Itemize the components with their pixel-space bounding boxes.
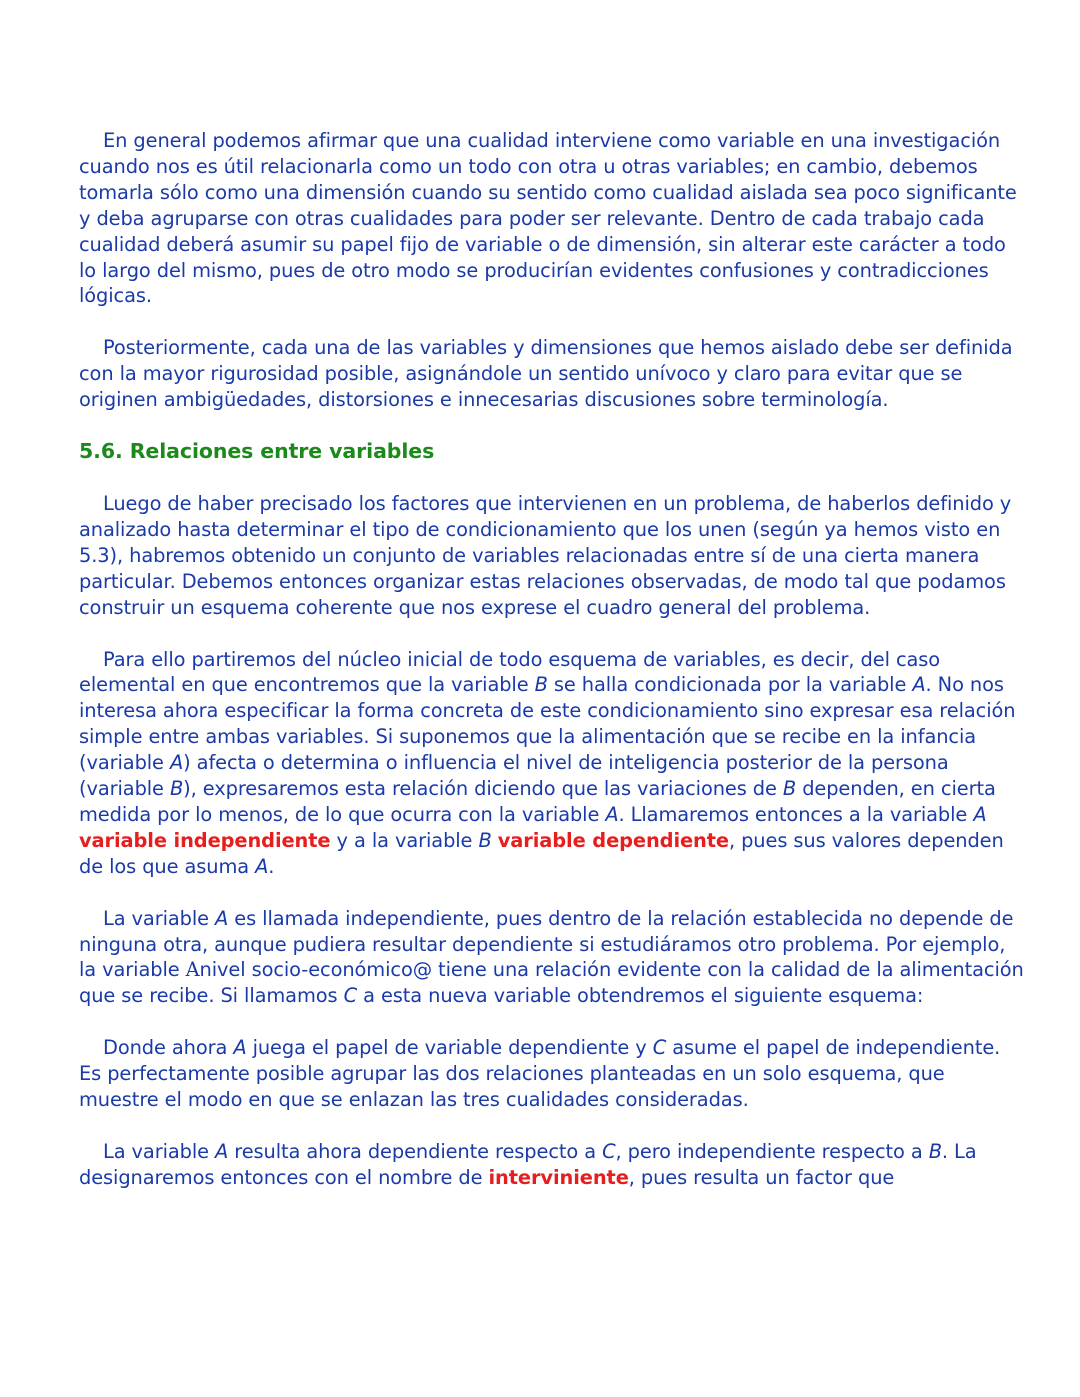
- variable-symbol: B: [478, 828, 492, 852]
- paragraph-independent-explained: La variable A es llamada independiente, pues dentro de la relación establecida no depende de ninguna otra, aunque pudiera resultar dependiente si estudiáramos otro problema. Por ejemplo, la variable Anivel socio-económico@ tiene una relación evidente con la calidad de la alimentación que se recibe. Si llamamos C a esta nueva variable obtendremos el siguiente esquema:: [79, 906, 1024, 1008]
- variable-symbol: C: [602, 1140, 616, 1163]
- variable-symbol: B: [928, 1140, 942, 1163]
- variable-symbol: A: [169, 751, 184, 775]
- paragraph-relations-intro: Luego de haber precisado los factores que intervienen en un problema, de haberlos definido y analizado hasta determinar el tipo de condicionamiento que los unen (según ya hemos visto en 5.3), habremos obtenido un conjunto de variables relacionadas entre sí de una cierta manera particular. Debemos entonces organizar estas relaciones observadas, de modo tal que podamos construir un esquema coherente que nos exprese el cuadro general del problema.: [79, 491, 1012, 619]
- paragraph-intervening: La variable A resulta ahora dependiente respecto a C, pero independiente respecto a B. La designaremos entonces con el nombre de interviniente, pues resulta un factor que: [79, 1140, 977, 1189]
- serif-glyph: A: [185, 958, 200, 982]
- term-interviniente: interviniente: [488, 1165, 629, 1189]
- variable-symbol: A: [215, 906, 229, 930]
- section-heading: 5.6. Relaciones entre variables: [79, 439, 435, 464]
- paragraph-independent-dependent: Para ello partiremos del núcleo inicial de todo esquema de variables, es decir, del caso elemental en que encontremos que la variable B se halla condicionada por la variable A. No nos interesa ahora especificar la forma concreta de este condicionamiento sino expresar esa relación simple entre ambas variables. Si suponemos que la alimentación que se recibe en la infancia (variable A) afecta o determina o influencia el nivel de inteligencia posterior de la persona (variable B), expresaremos esta relación diciendo que las variaciones de B dependen, en cierta medida por lo menos, de lo que ocurra con la variable A. Llamaremos entonces a la variable A variable independiente y a la variable B variable dependiente, pues sus valores dependen de los que asuma A.: [79, 647, 1016, 878]
- variable-symbol: B: [782, 777, 797, 801]
- paragraph-variables-vs-dimensions: En general podemos afirmar que una cualidad interviene como variable en una investigación cuando nos es útil relacionarla como un todo con otra u otras variables; en cambio, debemos tomarla sólo como una dimensión cuando su sentido como cualidad aislada sea poco significante y deba agruparse con otras cualidades para poder ser relevante. Dentro de cada trabajo cada cualidad deberá asumir su papel fijo de variable o de dimensión, sin alterar este carácter a todo lo largo del mismo, pues de otro modo se producirían evidentes confusiones y contradicciones lógicas.: [79, 129, 1017, 308]
- term-variable-dependiente: variable dependiente: [497, 828, 729, 852]
- paragraph-scheme-grouping: Donde ahora A juega el papel de variable dependiente y C asume el papel de independiente. Es perfectamente posible agrupar las dos relaciones planteadas en un solo esquema, que muestre el modo en que se enlazan las tres cualidades consideradas.: [79, 1036, 1001, 1112]
- variable-symbol: A: [255, 854, 269, 878]
- variable-symbol: A: [912, 673, 926, 697]
- variable-symbol: C: [652, 1036, 667, 1060]
- variable-symbol: A: [605, 802, 619, 826]
- document-page: [79, 128, 1024, 1217]
- variable-symbol: A: [973, 802, 987, 826]
- paragraph-definition: Posteriormente, cada una de las variables y dimensiones que hemos aislado debe ser definida con la mayor rigurosidad posible, asignándole un sentido unívoco y claro para evitar que se originen ambigüedades, distorsiones e innecesarias discusiones sobre terminología.: [79, 336, 1013, 412]
- variable-symbol: C: [343, 984, 358, 1008]
- variable-symbol: A: [215, 1140, 229, 1163]
- term-variable-independiente: variable independiente: [79, 828, 331, 852]
- variable-symbol: A: [233, 1036, 247, 1060]
- variable-symbol: B: [169, 777, 184, 801]
- variable-symbol: B: [534, 673, 548, 697]
